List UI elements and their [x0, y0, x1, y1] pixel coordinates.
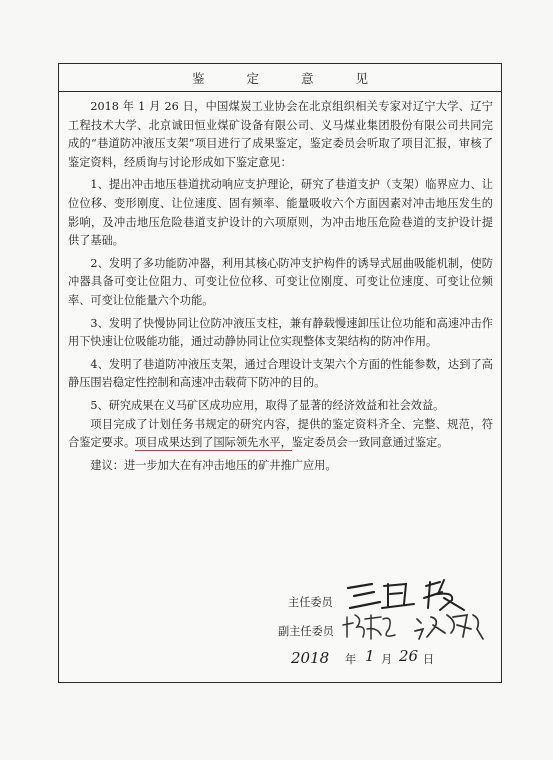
summary-text-before: 项目完成了计划任务书规定的研究内容，提供的鉴定资料齐全、完整、规范，符合鉴定要求。 [68, 417, 493, 450]
date-day-unit: 日 [423, 653, 435, 666]
date-month-unit: 月 [381, 653, 393, 666]
date-day: 26 [399, 647, 419, 665]
finding-4: 4、发明了巷道防冲液压支架，通过合理设计支架六个方面的性能参数，达到了高静压围岩稳定性控制和高速冲击载荷下防冲的目的。 [68, 357, 493, 390]
finding-5: 5、研究成果在义马矿区成功应用，取得了显著的经济效益和社会效益。 [90, 398, 445, 412]
appraisal-form [58, 63, 502, 683]
summary-text-after: 鉴定委员会一致同意通过鉴定。 [291, 436, 449, 450]
summary-highlight: 项目成果达到了国际领先水平， [135, 436, 292, 450]
date-year: 2018 [291, 649, 330, 667]
suggestion-paragraph: 建议：进一步加大在有冲击地压的矿井推广应用。 [90, 458, 337, 472]
date-year-unit: 年 [345, 653, 357, 666]
vice-chair-label: 副主任委员 [278, 625, 334, 638]
finding-1: 1、提出冲击地压巷道扰动响应支护理论，研究了巷道支护（支架）临界应力、让位位移、变形刚度、让位速度、固有频率、能量吸收六个方面因素对冲击地压发生的影响，及冲击地压危险巷道支护设计的六项原则，为冲击地压危险巷道的支护设计提供了基础。 [68, 178, 493, 248]
date-month: 1 [365, 647, 375, 665]
intro-paragraph: 2018 年 1 月 26 日，中国煤炭工业协会在北京组织相关专家对辽宁大学、辽宁工程技术大学、北京诚田恒业煤矿设备有限公司、义马煤业集团股份有限公司共同完成的“巷道防冲液压支架”项目进行了成果鉴定，鉴定委员会听取了项目汇报，审核了鉴定资料，经质询与讨论形成如下鉴定意见： [68, 100, 493, 169]
heading-row [59, 64, 501, 92]
finding-2: 2、发明了多功能防冲器，利用其核心防冲支护构件的诱导式屈曲吸能机制，使防冲器具备可变让位阻力、可变让位位移、可变让位刚度、可变让位速度、可变让位频率、可变让位能量六个功能。 [68, 256, 493, 307]
opinion-body [59, 92, 501, 475]
finding-3: 3、发明了快慢协同让位防冲液压支柱，兼有静载慢速卸压让位功能和高速冲击作用下快速让位吸能功能，通过动静协同让位实现整体支架结构的防冲作用。 [68, 316, 493, 349]
summary-paragraph [68, 416, 493, 453]
chair-label: 主任委员 [288, 596, 333, 609]
form-heading: 鉴定意见 [191, 70, 410, 86]
